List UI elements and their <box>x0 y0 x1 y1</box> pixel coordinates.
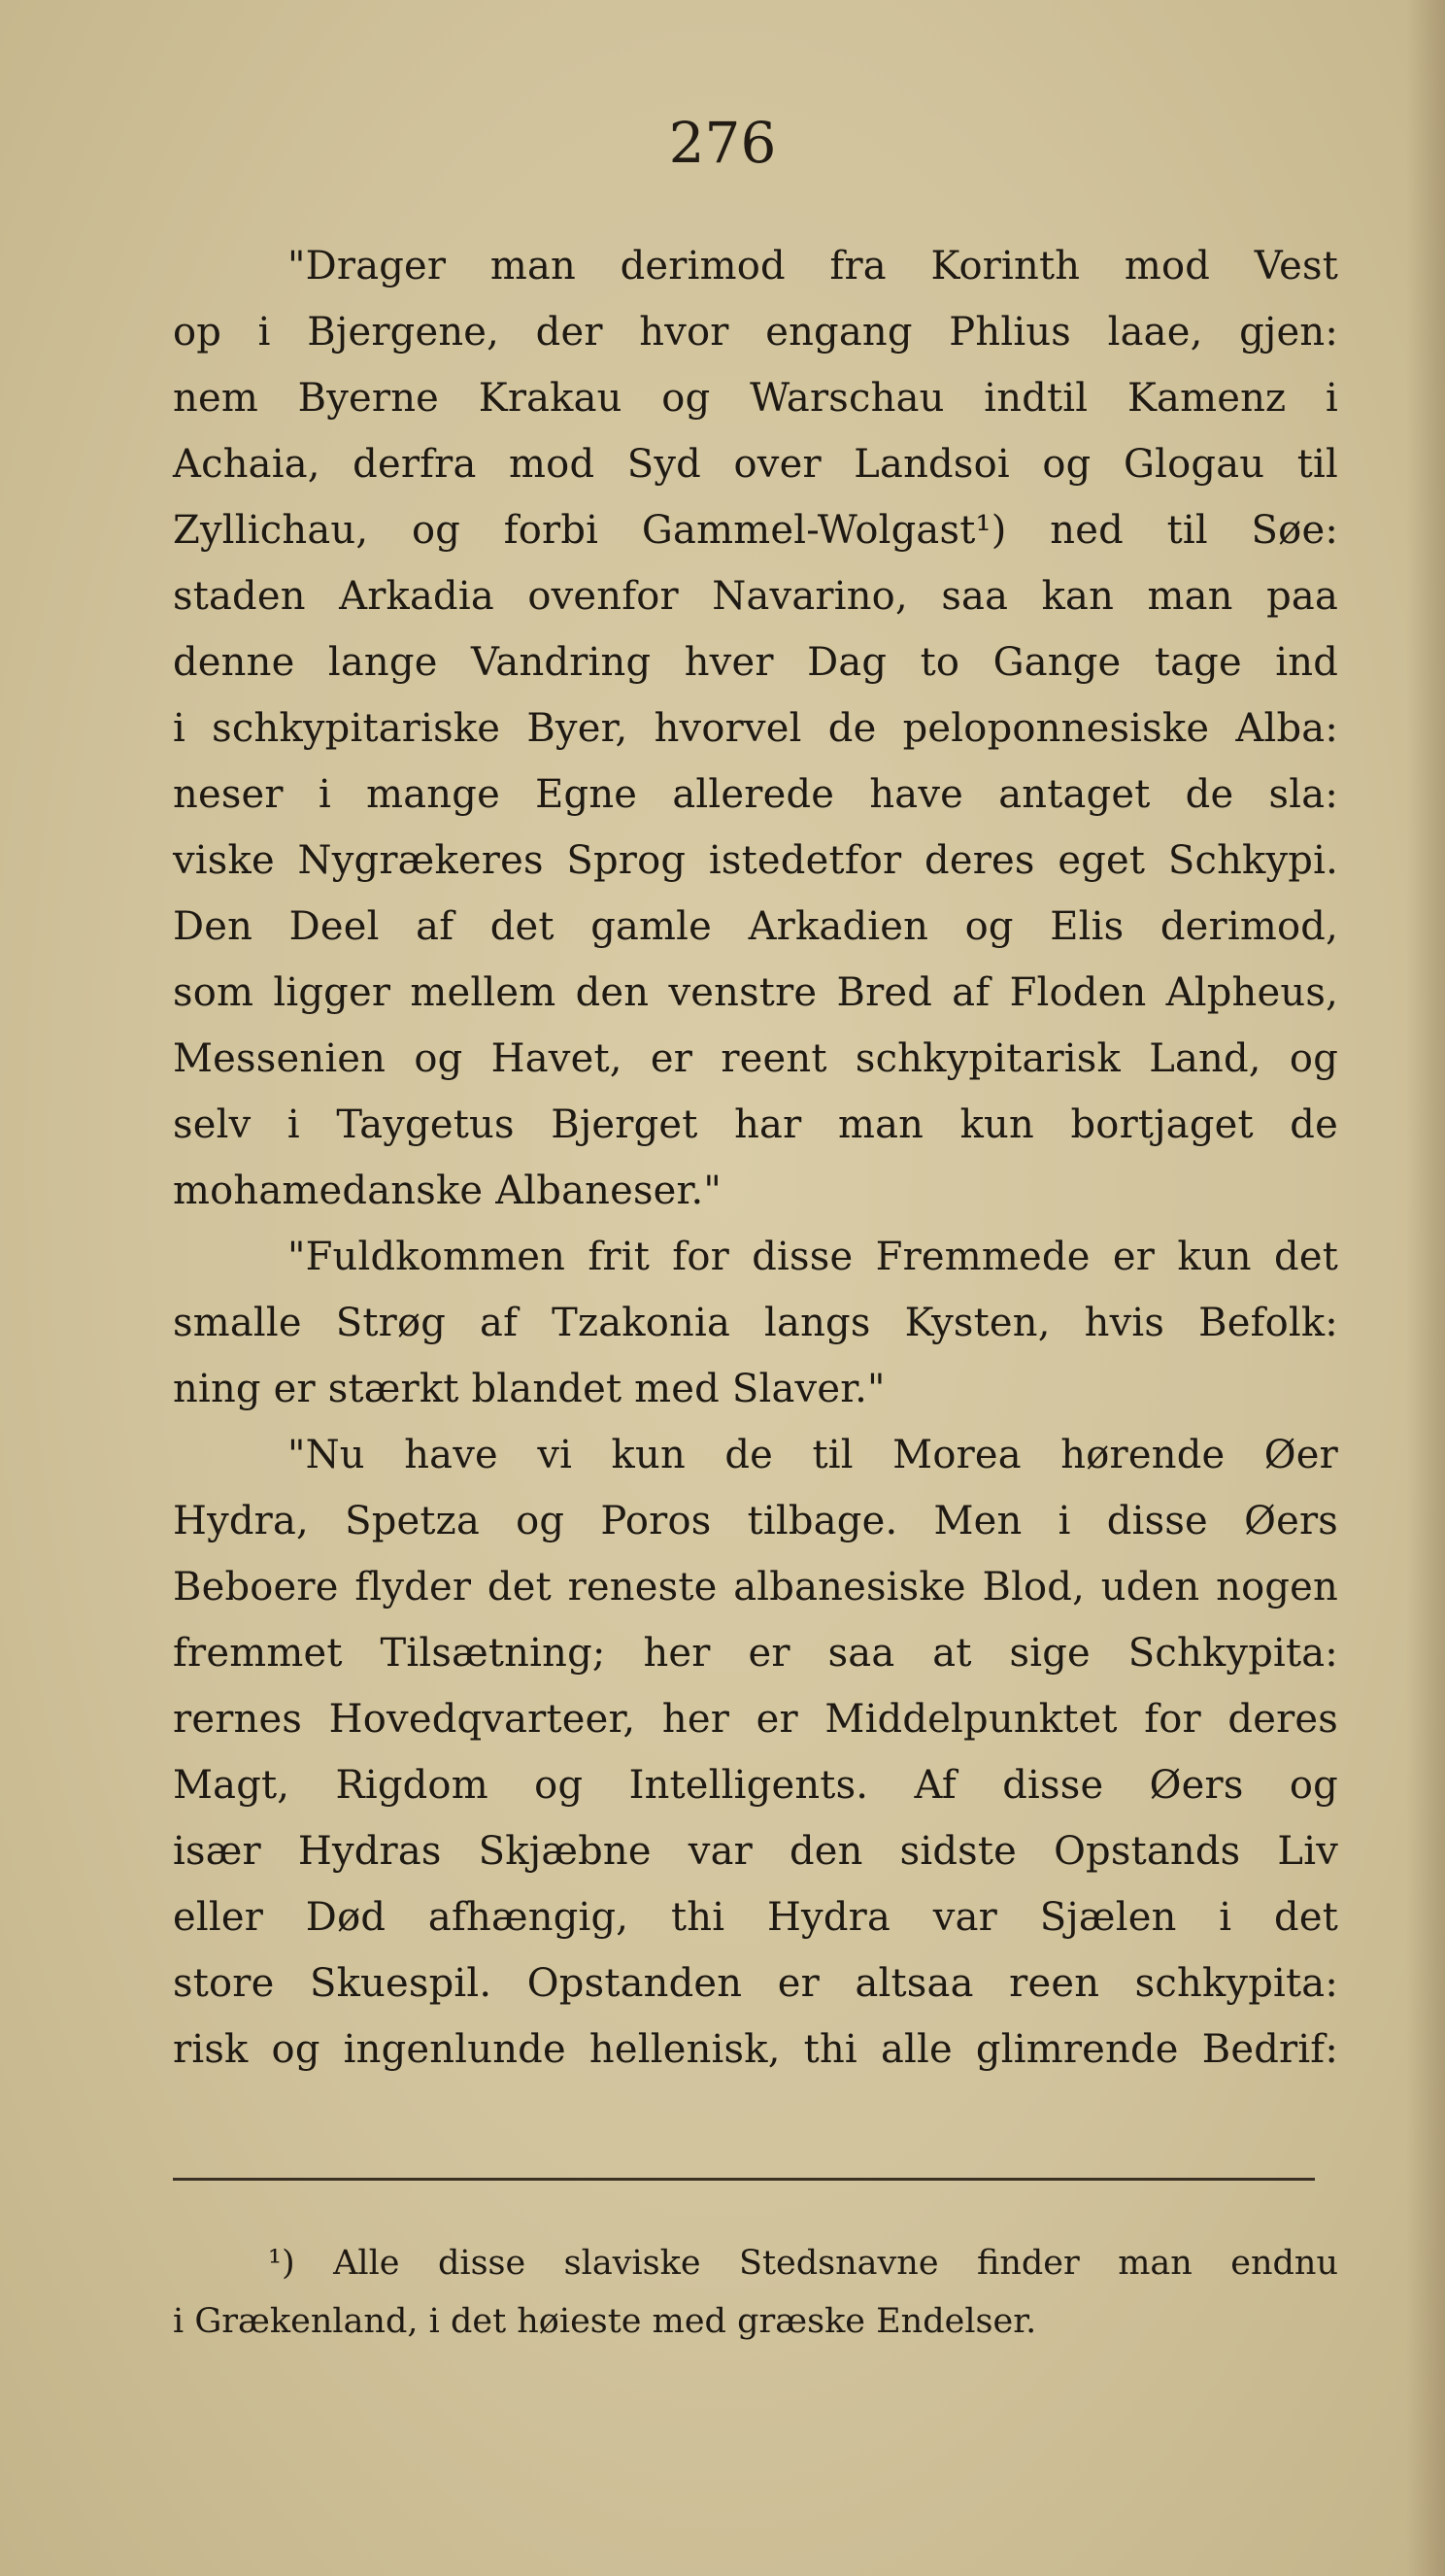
text-line: Messenien og Havet, er reent schkypitarisk Land, og <box>173 1036 1338 1081</box>
text-line: selv i Taygetus Bjerget har man kun bortjaget de <box>173 1102 1338 1147</box>
text-line: denne lange Vandring hver Dag to Gange tage ind <box>173 640 1338 685</box>
text-line: nem Byerne Krakau og Warschau indtil Kamenz i <box>173 376 1338 421</box>
text-line: rernes Hovedqvarteer, her er Middelpunktet for deres <box>173 1697 1338 1742</box>
text-line: risk og ingenlunde hellenisk, thi alle glimrende Bedrif: <box>173 2027 1338 2072</box>
body-text <box>173 233 1338 2083</box>
text-line: Zyllichau, og forbi Gammel-Wolgast¹) ned til Søe: <box>173 508 1338 553</box>
text-line: i schkypitariske Byer, hvorvel de peloponnesiske Alba: <box>173 706 1338 751</box>
text-line: Achaia, derfra mod Syd over Landsoi og Glogau til <box>173 442 1338 487</box>
text-line: "Nu have vi kun de til Morea hørende Øer <box>287 1433 1338 1477</box>
page-edge-shadow <box>1406 0 1445 2576</box>
text-line: smalle Strøg af Tzakonia langs Kysten, hvis Befolk: <box>173 1301 1338 1345</box>
text-line: store Skuespil. Opstanden er altsaa reen schkypita: <box>173 1961 1338 2006</box>
footnote-divider <box>173 2178 1315 2181</box>
text-line: ning er stærkt blandet med Slaver." <box>173 1367 886 1411</box>
text-line: især Hydras Skjæbne var den sidste Opstands Liv <box>173 1829 1338 1874</box>
text-line: eller Død afhængig, thi Hydra var Sjælen i det <box>173 1895 1338 1940</box>
text-line: mohamedanske Albaneser." <box>173 1169 722 1213</box>
text-line: fremmet Tilsætning; her er saa at sige Schkypita: <box>173 1631 1338 1676</box>
text-line: op i Bjergene, der hvor engang Phlius laae, gjen: <box>173 310 1338 355</box>
text-line: "Drager man derimod fra Korinth mod Vest <box>287 244 1338 288</box>
text-line: Beboere flyder det reneste albanesiske Blod, uden nogen <box>173 1565 1338 1610</box>
text-line: Den Deel af det gamle Arkadien og Elis derimod, <box>173 904 1338 949</box>
footnote-line: ¹) Alle disse slaviske Stedsnavne finder man endnu <box>268 2244 1338 2283</box>
text-line: Hydra, Spetza og Poros tilbage. Men i disse Øers <box>173 1499 1338 1543</box>
text-line: som ligger mellem den venstre Bred af Floden Alpheus, <box>173 970 1338 1015</box>
text-line: viske Nygrækeres Sprog istedetfor deres eget Schkypi. <box>173 838 1338 883</box>
text-line: Magt, Rigdom og Intelligents. Af disse Øers og <box>173 1763 1338 1808</box>
footnote-line: i Grækenland, i det høieste med græske Endelser. <box>173 2302 1037 2341</box>
page-number: 276 <box>668 110 777 176</box>
text-line: staden Arkadia ovenfor Navarino, saa kan man paa <box>173 574 1338 619</box>
text-line: neser i mange Egne allerede have antaget de sla: <box>173 772 1338 817</box>
text-line: "Fuldkommen frit for disse Fremmede er kun det <box>287 1235 1338 1279</box>
footnote <box>173 2234 1338 2351</box>
